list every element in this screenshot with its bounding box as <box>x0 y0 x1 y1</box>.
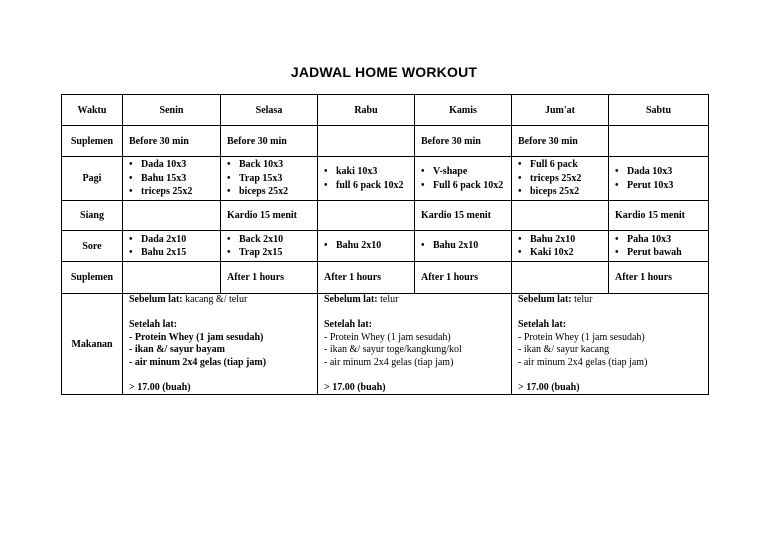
page-title: JADWAL HOME WORKOUT <box>290 64 478 80</box>
list-item: • Perut bawah <box>615 246 708 260</box>
list-item: • Dada 10x3 <box>615 165 708 179</box>
list-item: • Full 6 pack 10x2 <box>421 179 511 193</box>
list-item: • V-shape <box>421 165 511 179</box>
list-item: • Bahu 15x3 <box>129 172 220 186</box>
before-label: Sebelum lat: <box>129 294 183 305</box>
cell: Kardio 15 menit <box>221 201 318 231</box>
cell <box>609 231 709 262</box>
row-makanan <box>62 294 709 395</box>
list-item: • full 6 pack 10x2 <box>324 179 414 193</box>
row-label: Siang <box>62 201 123 231</box>
after-line: - Protein Whey (1 jam sesudah) <box>518 331 645 343</box>
header-senin: Senin <box>123 95 221 126</box>
cell <box>415 231 512 262</box>
list-item: • Paha 10x3 <box>615 233 708 247</box>
list-item: • Back 2x10 <box>227 233 317 247</box>
row-label: Makanan <box>62 294 123 395</box>
list-item: • Dada 10x3 <box>129 158 220 172</box>
cell <box>123 201 221 231</box>
after-line: - air minum 2x4 gelas (tiap jam) <box>518 356 648 368</box>
after-line: - ikan &/ sayur toge/kangkung/kol <box>324 344 462 355</box>
row-label: Suplemen <box>62 126 123 157</box>
list-item: • biceps 25x2 <box>518 185 608 199</box>
after-line: - air minum 2x4 gelas (tiap jam) <box>129 356 267 368</box>
before-line <box>324 294 511 307</box>
before-line <box>129 294 317 307</box>
cell: After 1 hours <box>318 262 415 294</box>
cell <box>318 126 415 157</box>
cell <box>221 157 318 201</box>
list-item: • kaki 10x3 <box>324 165 414 179</box>
header-row <box>62 95 709 126</box>
cell <box>512 262 609 294</box>
cell <box>123 157 221 201</box>
makanan-block <box>318 294 512 395</box>
cell: Kardio 15 menit <box>415 201 512 231</box>
cell <box>123 231 221 262</box>
list-item: • Trap 15x3 <box>227 172 317 186</box>
list-item: • Bahu 2x10 <box>421 239 511 253</box>
row-pagi <box>62 157 709 201</box>
row-suplemen-after <box>62 262 709 294</box>
after-line: - ikan &/ sayur bayam <box>129 344 225 355</box>
cell <box>318 157 415 201</box>
cell: Before 30 min <box>221 126 318 157</box>
before-label: Sebelum lat: <box>518 294 572 305</box>
before-line <box>518 294 708 307</box>
cell <box>512 201 609 231</box>
workout-schedule-table <box>61 94 709 395</box>
cell: Before 30 min <box>415 126 512 157</box>
makanan-block <box>123 294 318 395</box>
header-rabu: Rabu <box>318 95 415 126</box>
row-label: Pagi <box>62 157 123 201</box>
list-item: • Trap 2x15 <box>227 246 317 260</box>
list-item: • Kaki 10x2 <box>518 246 608 260</box>
row-sore <box>62 231 709 262</box>
list-item: • Back 10x3 <box>227 158 317 172</box>
before-label: Sebelum lat: <box>324 294 378 305</box>
cell <box>318 231 415 262</box>
after-line: - ikan &/ sayur kacang <box>518 344 610 355</box>
cell <box>123 262 221 294</box>
cell <box>609 157 709 201</box>
cell <box>415 157 512 201</box>
list-item: • triceps 25x2 <box>518 172 608 186</box>
after-line: - Protein Whey (1 jam sesudah) <box>129 331 264 343</box>
row-suplemen-before <box>62 126 709 157</box>
cell: Kardio 15 menit <box>609 201 709 231</box>
cell: Before 30 min <box>123 126 221 157</box>
header-waktu: Waktu <box>62 95 123 126</box>
cell: After 1 hours <box>221 262 318 294</box>
after-label: Setelah lat: <box>518 319 567 330</box>
after-line: - Protein Whey (1 jam sesudah) <box>324 331 451 343</box>
list-item: • Full 6 pack <box>518 158 608 172</box>
row-siang <box>62 201 709 231</box>
cell: After 1 hours <box>415 262 512 294</box>
makanan-block <box>512 294 709 395</box>
header-kamis: Kamis <box>415 95 512 126</box>
list-item: • Bahu 2x10 <box>518 233 608 247</box>
cell <box>609 126 709 157</box>
list-item: • triceps 25x2 <box>129 185 220 199</box>
header-jumat: Jum'at <box>512 95 609 126</box>
cell <box>512 157 609 201</box>
after-label: Setelah lat: <box>324 319 373 330</box>
after-line: - air minum 2x4 gelas (tiap jam) <box>324 356 454 368</box>
cell <box>318 201 415 231</box>
after-label: Setelah lat: <box>129 319 178 330</box>
list-item: • biceps 25x2 <box>227 185 317 199</box>
before-value: telur <box>377 294 399 305</box>
row-label: Suplemen <box>62 262 123 294</box>
cell: Before 30 min <box>512 126 609 157</box>
header-sabtu: Sabtu <box>609 95 709 126</box>
before-value: telur <box>571 294 593 305</box>
cell <box>512 231 609 262</box>
list-item: • Bahu 2x10 <box>324 239 414 253</box>
cell: After 1 hours <box>609 262 709 294</box>
header-selasa: Selasa <box>221 95 318 126</box>
evening-line: > 17.00 (buah) <box>129 381 191 393</box>
cell <box>221 231 318 262</box>
before-value: kacang &/ telur <box>182 294 248 305</box>
list-item: • Perut 10x3 <box>615 179 708 193</box>
list-item: • Dada 2x10 <box>129 233 220 247</box>
evening-line: > 17.00 (buah) <box>324 381 386 393</box>
list-item: • Bahu 2x15 <box>129 246 220 260</box>
row-label: Sore <box>62 231 123 262</box>
evening-line: > 17.00 (buah) <box>518 381 580 393</box>
